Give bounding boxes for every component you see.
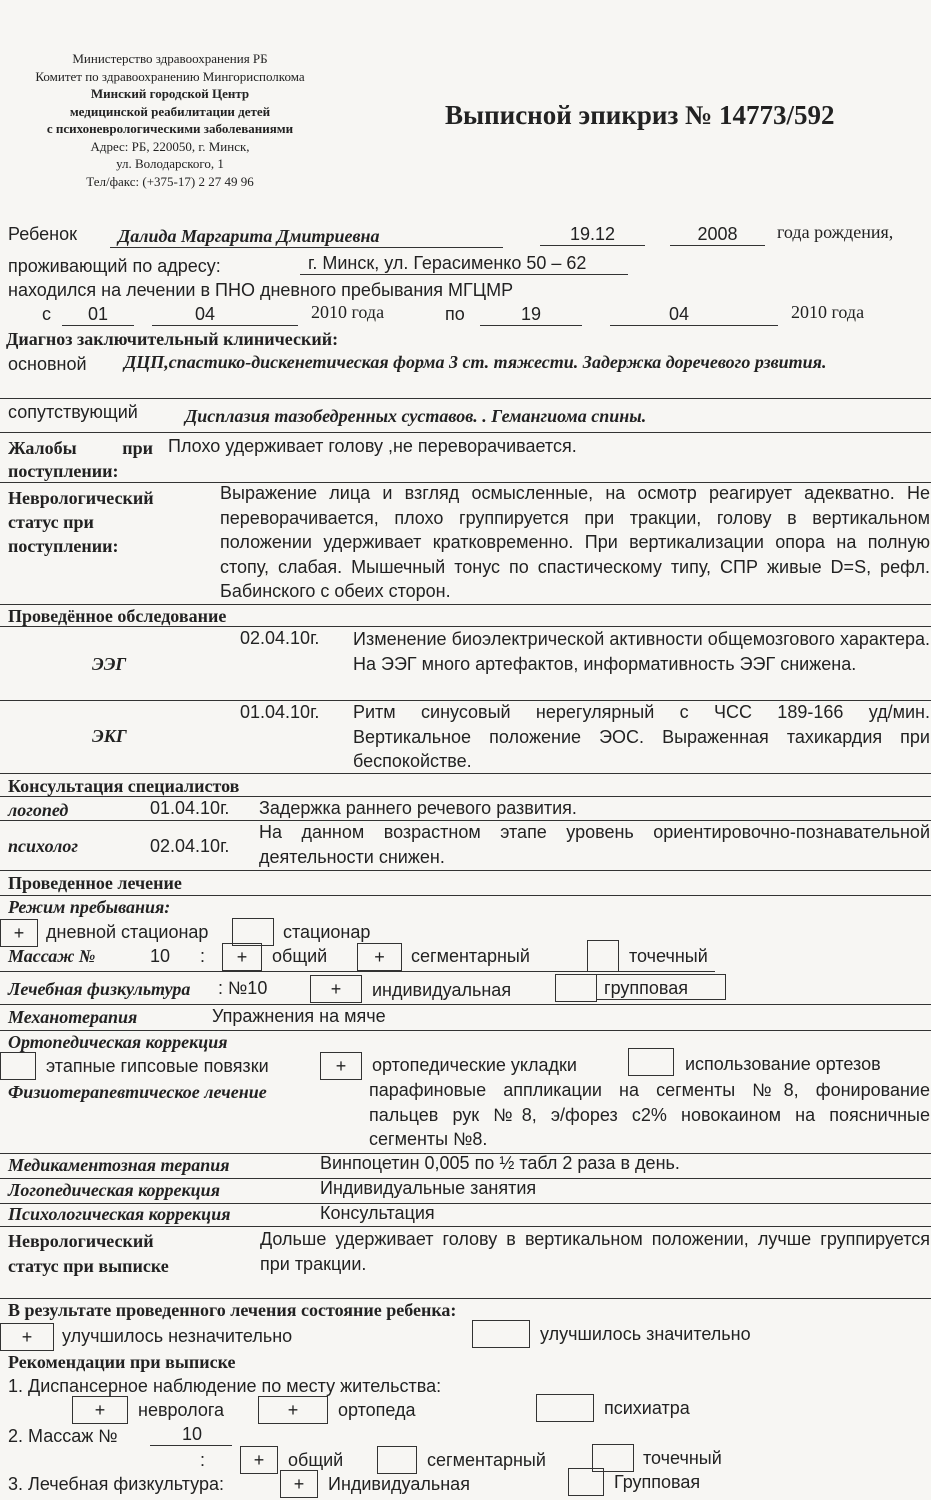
consult-result: Задержка раннего речевого развития. bbox=[259, 798, 577, 818]
psychiatrist-label: психиатра bbox=[604, 1398, 690, 1418]
divider bbox=[0, 1298, 931, 1299]
massage-general-checkbox[interactable]: + bbox=[222, 943, 262, 971]
physio-text: парафиновые аппликации на сегменты №8, фонирование пальцев рук №8, э/форез с2% новокаином на поясничные сегменты №8. bbox=[369, 1080, 930, 1149]
rec-lfk: 3. Лечебная физкультура: bbox=[8, 1474, 224, 1494]
lfk-label: Лечебная физкультура bbox=[8, 979, 191, 999]
secondary-diagnosis-label: сопутствующий bbox=[8, 402, 138, 422]
from-day: 01 bbox=[62, 304, 134, 326]
rec-observation: 1. Диспансерное наблюдение по месту жительства: bbox=[8, 1376, 442, 1396]
massage-segment-label: сегментарный bbox=[411, 946, 530, 966]
lfk-count: : №10 bbox=[218, 978, 268, 998]
lfk-individual-label: индивидуальная bbox=[372, 980, 512, 1000]
divider bbox=[0, 895, 931, 896]
consults-title: Консультация специалистов bbox=[8, 776, 240, 796]
orthoses-checkbox[interactable] bbox=[628, 1048, 674, 1076]
rec-individual-label: Индивидуальная bbox=[328, 1474, 470, 1494]
logopedic-text: Индивидуальные занятия bbox=[320, 1178, 537, 1198]
main-diagnosis-label: основной bbox=[8, 354, 87, 374]
neuro-out-label: Неврологический статус при выписке bbox=[8, 1231, 169, 1276]
neuro-in-text: Выражение лица и взгляд осмысленные, на осмотр реагирует адекватно. Не переворачивается, плохо группируется при тракции, голову в вертикальном положении удерживает кратковременно. При вертикализации опора на полную стопу, слабая. Мышечный тонус по спастическому типу, СПР живые D=S, рефл. Бабинского с обеих сторон. bbox=[220, 483, 930, 601]
colon: : bbox=[200, 1450, 206, 1470]
header-line: Комитет по здравоохранению Мингорисполкома bbox=[35, 68, 305, 84]
divider bbox=[0, 1004, 931, 1005]
neurologist-label: невролога bbox=[138, 1400, 225, 1420]
divider bbox=[0, 971, 715, 972]
address-value: г. Минск, ул. Герасименко 50 – 62 bbox=[300, 253, 628, 275]
rec-massage: 2. Массаж № bbox=[8, 1426, 118, 1446]
consult-specialist: психолог bbox=[8, 836, 78, 856]
exam-name: ЭКГ bbox=[92, 726, 127, 746]
to-month: 04 bbox=[610, 304, 778, 326]
exam-date: 01.04.10г. bbox=[240, 702, 320, 722]
header-line: с психоневрологическими заболеваниями bbox=[46, 121, 294, 136]
patient-name: Далида Маргарита Дмитриевна bbox=[110, 226, 503, 248]
child-label: Ребенок bbox=[8, 224, 77, 244]
massage-point-label: точечный bbox=[629, 946, 708, 966]
header-line: Минский городской Центр bbox=[90, 86, 250, 101]
diagnosis-title: Диагноз заключительный клинический: bbox=[6, 329, 339, 349]
improved-minor-checkbox[interactable]: + bbox=[0, 1323, 54, 1351]
consult-result: На данном возрастном этапе уровень ориентировочно-познавательной деятельности снижен. bbox=[259, 822, 930, 867]
massage-point-checkbox[interactable] bbox=[587, 940, 619, 972]
rec-general-label: общий bbox=[288, 1450, 344, 1470]
neurologist-checkbox[interactable]: + bbox=[72, 1396, 128, 1424]
consult-date: 01.04.10г. bbox=[150, 798, 230, 818]
rec-individual-checkbox[interactable]: + bbox=[280, 1470, 318, 1498]
ortho-label: Ортопедическая коррекция bbox=[8, 1032, 228, 1052]
neuro-in-label: Неврологический статус при поступлении: bbox=[8, 488, 154, 556]
rec-segment-label: сегментарный bbox=[427, 1450, 546, 1470]
header-line: Тел/факс: (+375-17) 2 27 49 96 bbox=[86, 173, 254, 189]
divider bbox=[0, 604, 931, 605]
recommend-title: Рекомендации при выписке bbox=[8, 1352, 236, 1372]
improved-major-checkbox[interactable] bbox=[472, 1320, 530, 1348]
hospital-checkbox[interactable] bbox=[232, 918, 274, 946]
medication-label: Медикаментозная терапия bbox=[8, 1155, 230, 1175]
colon: : bbox=[164, 897, 171, 917]
rec-group-checkbox[interactable] bbox=[568, 1468, 604, 1496]
day-hospital-label: дневной стационар bbox=[46, 922, 209, 942]
massage-general-label: общий bbox=[272, 946, 328, 966]
treatment-label: находился на лечении в ПНО дневного пребывания МГЦМР bbox=[8, 280, 514, 300]
rec-massage-count: 10 bbox=[150, 1424, 232, 1446]
divider bbox=[0, 796, 931, 797]
cast-checkbox[interactable] bbox=[0, 1052, 36, 1080]
psych-label: Психологическая коррекция bbox=[8, 1204, 231, 1224]
hospital-label: стационар bbox=[283, 922, 371, 942]
divider bbox=[0, 432, 931, 433]
improved-minor-label: улучшилось незначительно bbox=[62, 1326, 293, 1346]
improved-major-label: улучшилось значительно bbox=[540, 1324, 751, 1344]
from-label: с bbox=[42, 304, 51, 324]
regime-label bbox=[8, 897, 170, 918]
psych-text: Консультация bbox=[320, 1203, 435, 1223]
result-title: В результате проведенного лечения состояние ребенка: bbox=[8, 1300, 457, 1320]
to-label: по bbox=[445, 304, 465, 324]
rec-group-label: Групповая bbox=[614, 1472, 701, 1492]
divider bbox=[0, 773, 931, 774]
medication-text: Винпоцетин 0,005 по ½ табл 2 раза в день. bbox=[320, 1153, 680, 1173]
colon: : bbox=[200, 946, 206, 966]
divider bbox=[0, 1030, 931, 1031]
exam-name: ЭЭГ bbox=[92, 654, 127, 674]
massage-label: Массаж № bbox=[8, 946, 96, 966]
document-title: Выписной эпикриз № 14773/592 bbox=[445, 100, 835, 130]
address-label: проживающий по адресу: bbox=[8, 256, 221, 276]
orthopedist-label: ортопеда bbox=[338, 1400, 416, 1420]
massage-segment-checkbox[interactable]: + bbox=[357, 943, 402, 971]
header-line: Министерство здравоохранения РБ bbox=[72, 51, 268, 66]
exam-result: Изменение биоэлектрической активности общемозгового характера. На ЭЭГ много артефактов, информативность ЭЭГ снижена. bbox=[353, 629, 930, 674]
mechanotherapy-label: Механотерапия bbox=[8, 1007, 138, 1027]
lfk-group-checkbox[interactable] bbox=[555, 974, 597, 1002]
header-line: медицинской реабилитации детей bbox=[69, 103, 271, 119]
rec-segment-checkbox[interactable] bbox=[377, 1446, 417, 1474]
complaints-label: Жалобы при поступлении: bbox=[8, 438, 153, 481]
lfk-group-label: групповая bbox=[596, 974, 726, 1000]
birth-year: 2008 bbox=[670, 224, 765, 246]
complaints-text: Плохо удерживает голову ,не переворачивается. bbox=[168, 436, 577, 456]
main-diagnosis: ДЦП,спастико-дискенетическая форма 3 ст. тяжести. Задержка доречевого рзвития. bbox=[124, 352, 827, 372]
logopedic-label: Логопедическая коррекция bbox=[8, 1180, 220, 1200]
physio-label: Физиотерапевтическое лечение bbox=[8, 1082, 267, 1102]
orthopedist-checkbox[interactable]: + bbox=[258, 1396, 328, 1424]
header-line: ул. Володарского, 1 bbox=[116, 156, 224, 171]
birth-day: 19.12 bbox=[540, 224, 645, 246]
consult-date: 02.04.10г. bbox=[150, 836, 230, 856]
ministry-header bbox=[0, 50, 340, 190]
consult-specialist: логопед bbox=[8, 800, 69, 820]
secondary-diagnosis: Дисплазия тазобедренных суставов. . Гемангиома спины. bbox=[185, 406, 647, 426]
birth-label: года рождения, bbox=[777, 222, 894, 242]
day-hospital-checkbox[interactable]: + bbox=[0, 919, 38, 947]
ortho-laying-label: ортопедические укладки bbox=[372, 1055, 577, 1075]
massage-count: 10 bbox=[150, 946, 171, 966]
exams-title: Проведённое обследование bbox=[8, 606, 227, 626]
divider bbox=[0, 398, 931, 399]
neuro-out-text: Дольше удерживает голову в вертикальном положении, лучше группируется при тракции. bbox=[260, 1229, 930, 1274]
rec-general-checkbox[interactable]: + bbox=[240, 1446, 278, 1474]
psychiatrist-checkbox[interactable] bbox=[536, 1394, 594, 1422]
mechanotherapy-text: Упражнения на мяче bbox=[212, 1006, 386, 1026]
to-day: 19 bbox=[480, 304, 582, 326]
header-line: Адрес: РБ, 220050, г. Минск, bbox=[90, 138, 250, 154]
divider bbox=[0, 870, 931, 871]
treatment-title: Проведенное лечение bbox=[8, 873, 182, 893]
exam-date: 02.04.10г. bbox=[240, 628, 320, 648]
to-year: 2010 года bbox=[791, 302, 865, 322]
from-year: 2010 года bbox=[311, 302, 385, 322]
regime-label-text: Режим пребывания bbox=[8, 897, 165, 917]
cast-label: этапные гипсовые повязки bbox=[46, 1056, 269, 1076]
lfk-individual-checkbox[interactable]: + bbox=[310, 975, 362, 1003]
orthoses-label: использование ортезов bbox=[685, 1054, 881, 1074]
exam-result: Ритм синусовый нерегулярный с ЧСС 189-166 уд/мин. Вертикальное положение ЭОС. Выраженная тахикардия при беспокойстве. bbox=[353, 702, 930, 771]
rec-point-label: точечный bbox=[643, 1448, 722, 1468]
ortho-laying-checkbox[interactable]: + bbox=[320, 1052, 362, 1080]
from-month: 04 bbox=[152, 304, 298, 326]
